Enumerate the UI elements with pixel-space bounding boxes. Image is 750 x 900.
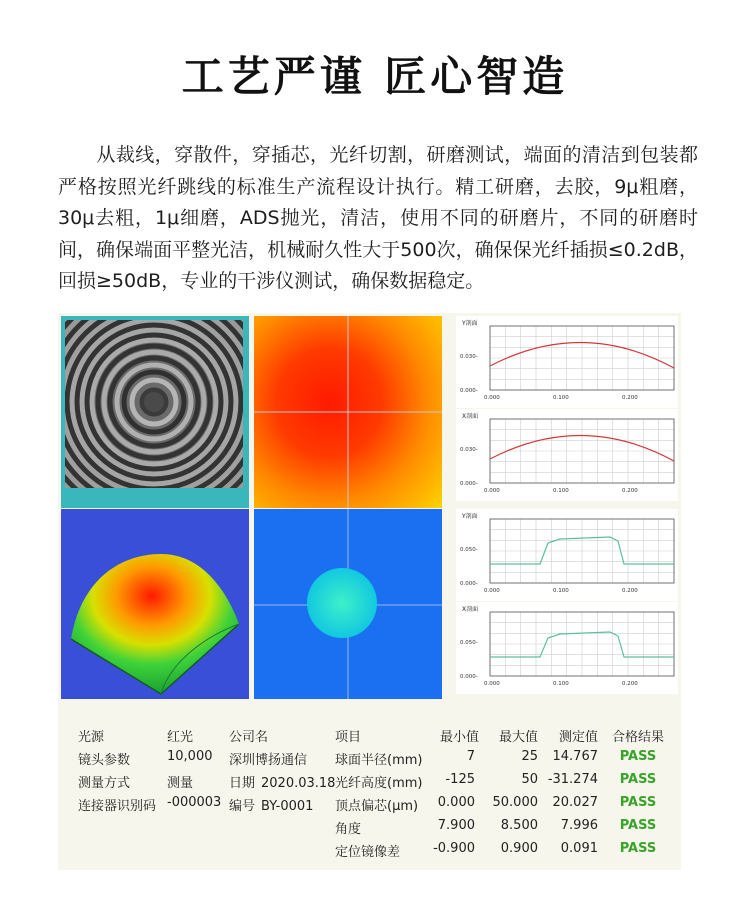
results-cell: 角度: [335, 822, 362, 837]
results-cell: 球面半径(mm): [335, 753, 423, 768]
results-cell: 0.900: [500, 841, 538, 856]
x-tick-label: 0.100: [553, 588, 569, 594]
results-cell: -0.900: [433, 841, 475, 856]
date-label: 日期: [229, 776, 256, 791]
plot-header: X剖面: [462, 413, 479, 420]
info-value: 测量: [167, 776, 194, 791]
intro-paragraph: [58, 140, 698, 298]
profile-plot-svg: [456, 409, 678, 501]
plot-header: Y剖面: [462, 320, 478, 327]
y-tick-label: 0.000-: [460, 581, 478, 587]
results-cell: 14.767: [552, 749, 598, 764]
dome-svg: [61, 509, 249, 699]
info-value: -000003: [167, 795, 222, 810]
info-label: 镜头参数: [78, 753, 131, 768]
x-tick-label: 0.000: [484, 488, 500, 494]
date-field: [229, 772, 335, 791]
y-tick-label: 0.000-: [460, 388, 478, 394]
y-tick-label: 0.050-: [460, 640, 478, 646]
results-cell: 50: [521, 772, 538, 787]
info-label: 光源: [78, 730, 105, 745]
results-cell: 顶点偏芯(μm): [335, 799, 419, 814]
test-report-panel: [58, 313, 681, 870]
profile-plot: [456, 316, 678, 408]
info-label: 连接器识别码: [78, 799, 157, 814]
results-header: 项目: [335, 730, 362, 745]
results-header: 最大值: [498, 730, 538, 745]
pass-badge: PASS: [619, 772, 657, 787]
x-tick-label: 0.000: [484, 588, 500, 594]
surface-heatmap-image: [254, 316, 442, 508]
pass-badge: PASS: [619, 818, 657, 833]
x-tick-label: 0.200: [622, 395, 638, 401]
x-tick-label: 0.200: [622, 588, 638, 594]
results-header: 最小值: [439, 730, 479, 745]
profile-plot: [456, 509, 678, 601]
3d-surface-image: [61, 509, 249, 699]
plot-header: X剖面: [462, 606, 479, 613]
core-svg: [254, 509, 442, 699]
results-cell: 20.027: [552, 795, 598, 810]
results-cell: 定位镜像差: [335, 845, 401, 860]
results-cell: 8.500: [500, 818, 538, 833]
page-title: 工艺严谨 匠心智造: [181, 52, 569, 101]
x-tick-label: 0.100: [553, 395, 569, 401]
x-tick-label: 0.100: [553, 681, 569, 687]
company-label: 公司名: [229, 730, 269, 745]
serial-field: [229, 795, 313, 814]
company-name: 深圳博扬通信: [229, 753, 308, 768]
results-cell: 25: [521, 749, 538, 764]
info-value: 红光: [167, 730, 194, 745]
profile-plot: [456, 409, 678, 501]
results-cell: 50.000: [492, 795, 538, 810]
x-tick-label: 0.200: [622, 488, 638, 494]
y-tick-label: 0.030-: [460, 447, 478, 453]
info-value: 10,000: [167, 749, 213, 764]
results-cell: 7.996: [560, 818, 598, 833]
x-tick-label: 0.200: [622, 681, 638, 687]
serial-label: 编号: [229, 799, 256, 814]
profile-plot-svg: [456, 602, 678, 694]
pass-badge: PASS: [619, 841, 657, 856]
results-cell: -31.274: [547, 772, 598, 787]
y-tick-label: 0.000-: [460, 481, 478, 487]
results-cell: 7.900: [437, 818, 475, 833]
results-header: 测定值: [558, 730, 598, 745]
results-cell: 0.000: [437, 795, 475, 810]
info-label: 测量方式: [78, 776, 131, 791]
intro-text: 从裁线，穿散件，穿插芯，光纤切割，研磨测试，端面的清洁到包装都严格按照光纤跳线的标准生产流程设计执行。精工研磨，去胶，9μ粗磨，30μ去粗，1μ细磨，ADS抛光，清洁，使用不同的研磨片，不同的研磨时间，确保端面平整光洁，机械耐久性大于500次，确保保光纤插损≤0.2dB，回损≥50dB，专业的干涉仪测试，确保数据稳定。: [58, 144, 698, 292]
serial-value: BY-0001: [261, 799, 314, 814]
results-cell: 光纤高度(mm): [335, 776, 423, 791]
interference-fringe-image: [61, 316, 249, 508]
x-tick-label: 0.000: [484, 681, 500, 687]
x-tick-label: 0.100: [553, 488, 569, 494]
heatmap-svg: [254, 316, 442, 508]
fringe-svg: [61, 316, 249, 508]
y-tick-label: 0.000-: [460, 674, 478, 680]
results-header: 合格结果: [611, 730, 664, 745]
y-tick-label: 0.050-: [460, 547, 478, 553]
pass-badge: PASS: [619, 795, 657, 810]
profile-plot: [456, 602, 678, 694]
pass-badge: PASS: [619, 749, 657, 764]
x-tick-label: 0.000: [484, 395, 500, 401]
profile-plot-svg: [456, 316, 678, 408]
fiber-core-image: [254, 509, 442, 699]
profile-plot-svg: [456, 509, 678, 601]
results-cell: 7: [466, 749, 475, 764]
results-cell: -125: [445, 772, 475, 787]
date-value: 2020.03.18: [261, 776, 336, 791]
y-tick-label: 0.030-: [460, 354, 478, 360]
results-cell: 0.091: [560, 841, 598, 856]
plot-header: Y剖面: [462, 513, 478, 520]
